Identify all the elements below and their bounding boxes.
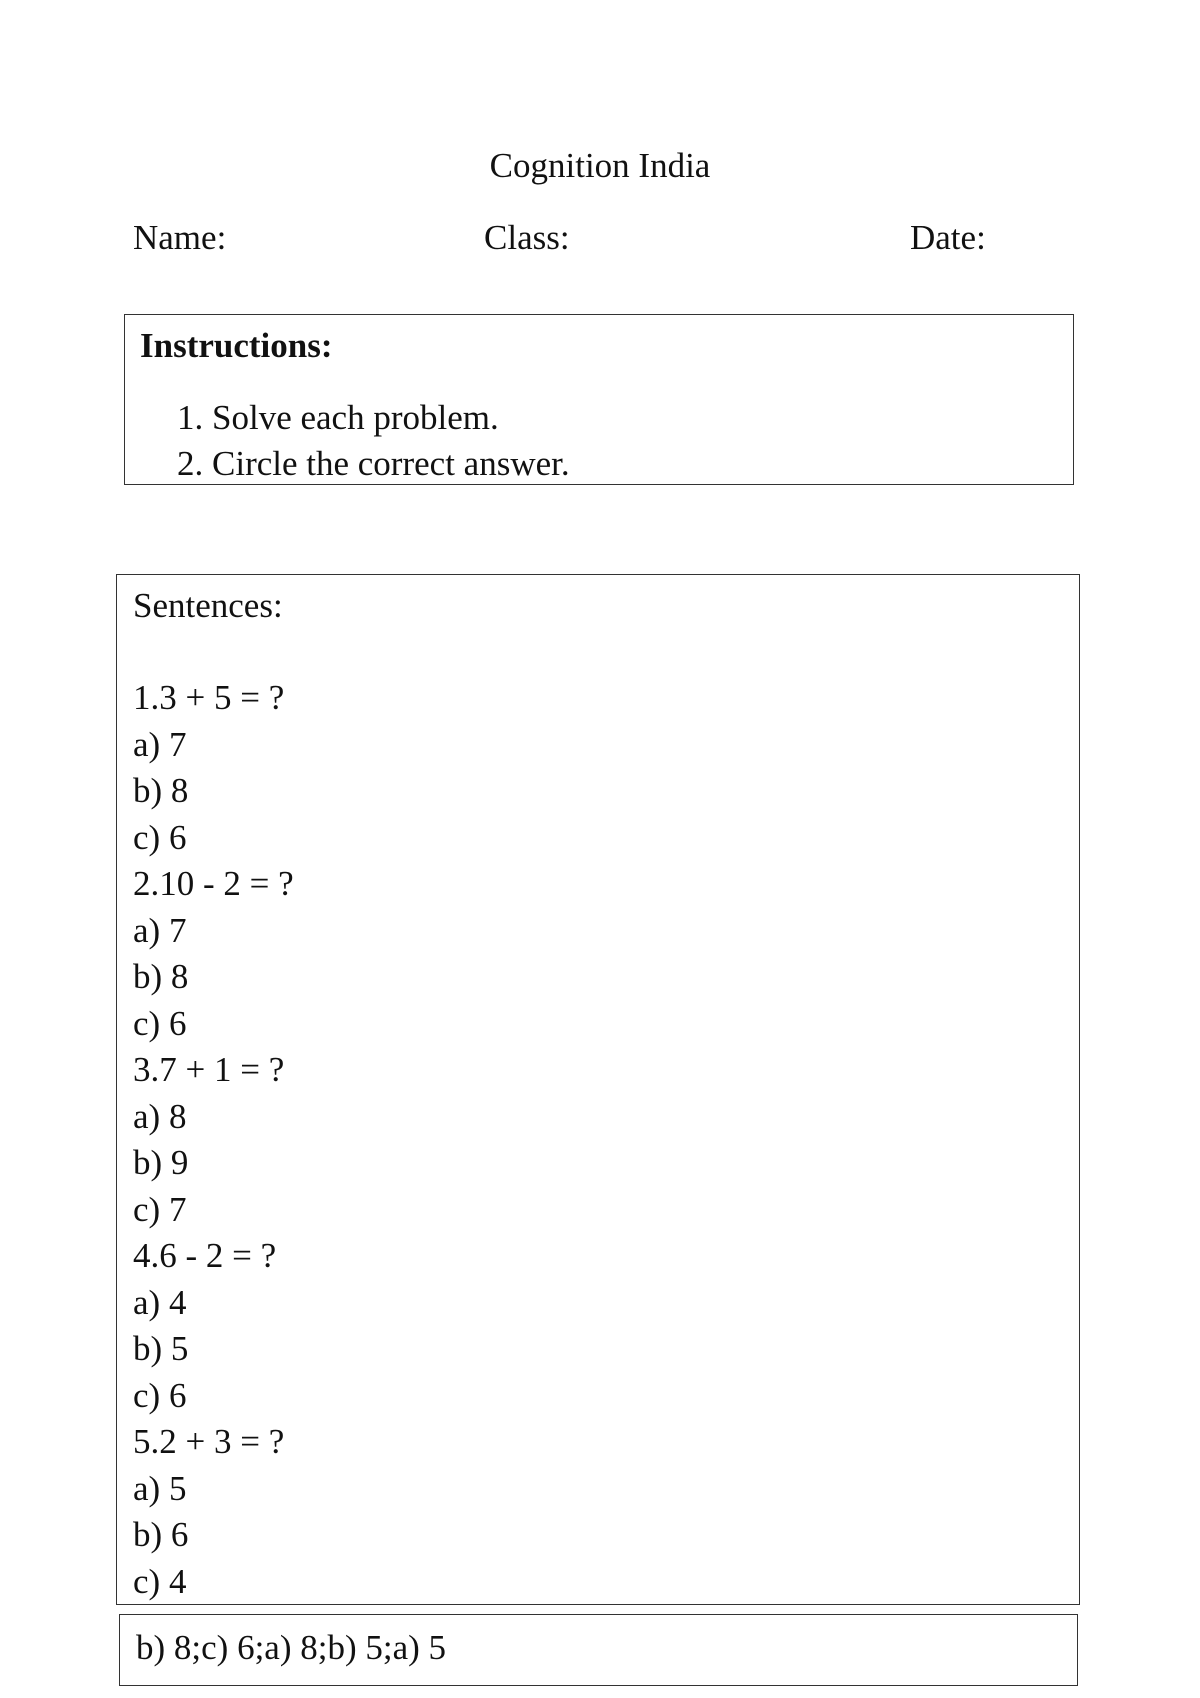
answer-option: b) 9: [133, 1143, 189, 1182]
instruction-item: 2. Circle the correct answer.: [177, 444, 570, 483]
question-text: 4.6 - 2 = ?: [133, 1236, 277, 1275]
date-label: Date:: [910, 218, 986, 257]
answer-option: c) 6: [133, 817, 187, 857]
answer-key-text: b) 8;c) 6;a) 8;b) 5;a) 5: [136, 1628, 447, 1667]
answer-option: c) 7: [133, 1189, 187, 1229]
question-text: 3.7 + 1 = ?: [133, 1050, 285, 1089]
answer-option: a) 4: [133, 1282, 187, 1322]
answer-option: c) 6: [133, 1003, 187, 1043]
answer-option: c) 6: [133, 1375, 187, 1415]
answer-option: a) 7: [133, 910, 187, 950]
answer-option: b) 6: [133, 1515, 189, 1554]
question-text: 1.3 + 5 = ?: [133, 678, 285, 717]
instructions-box: [124, 314, 1074, 485]
page-title: Cognition India: [489, 146, 711, 185]
answer-option: a) 5: [133, 1468, 187, 1508]
questions-box: [116, 574, 1080, 1605]
questions-heading: Sentences:: [133, 586, 283, 625]
class-label: Class:: [484, 218, 570, 257]
instructions-list: [177, 395, 570, 487]
answer-key-box: [119, 1614, 1078, 1686]
question-list: [133, 675, 294, 1605]
answer-option: b) 8: [133, 771, 189, 810]
answer-option: a) 7: [133, 724, 187, 764]
instruction-item: 1. Solve each problem.: [177, 398, 499, 437]
answer-option: c) 4: [133, 1561, 187, 1601]
question-text: 5.2 + 3 = ?: [133, 1422, 285, 1461]
instructions-heading: Instructions:: [140, 326, 333, 365]
name-label: Name:: [133, 218, 227, 257]
answer-option: a) 8: [133, 1096, 187, 1136]
question-text: 2.10 - 2 = ?: [133, 864, 294, 903]
answer-option: b) 8: [133, 957, 189, 996]
answer-option: b) 5: [133, 1329, 189, 1368]
